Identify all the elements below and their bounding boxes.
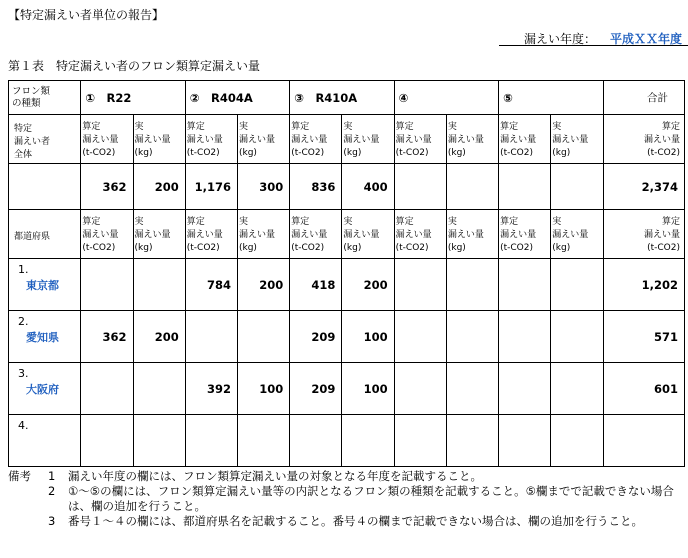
value-cell: 100 bbox=[237, 363, 289, 415]
value-cell bbox=[133, 259, 185, 311]
prefecture-number: 1. bbox=[18, 263, 29, 276]
value-cell: 209 bbox=[290, 363, 342, 415]
real-leak-header bbox=[342, 210, 394, 259]
header-unit: (kg) bbox=[447, 242, 466, 253]
table-title: 第１表 特定漏えい者のフロン類算定漏えい量 bbox=[8, 59, 261, 73]
prefecture-number: 3. bbox=[18, 367, 29, 380]
header-line: 算定 bbox=[661, 216, 680, 227]
header-line: 漏えい量 bbox=[343, 134, 380, 145]
header-line: 漏えい量 bbox=[552, 229, 589, 240]
header-line: 算定 bbox=[500, 121, 519, 132]
header-line: 漏えい量 bbox=[643, 134, 680, 145]
header-line: 漏えい量 bbox=[447, 134, 484, 145]
value-cell bbox=[446, 415, 498, 467]
prefecture-cell bbox=[9, 363, 81, 415]
value-cell bbox=[499, 363, 551, 415]
header-line: 漏えい量 bbox=[500, 134, 537, 145]
header-line: 実 bbox=[447, 121, 457, 132]
value-cell bbox=[446, 164, 498, 210]
calc-leak-header bbox=[499, 115, 551, 164]
fiscal-year-underline bbox=[499, 45, 688, 46]
calc-leak-header bbox=[81, 115, 133, 164]
kind-header-line: の種類 bbox=[12, 97, 41, 109]
gas-type-header: ② R404A bbox=[185, 81, 289, 115]
header-line: 漏えい量 bbox=[500, 229, 537, 240]
total-cell: 1,202 bbox=[603, 259, 684, 311]
header-line: 実 bbox=[134, 121, 144, 132]
header-line: 漏えい量 bbox=[643, 229, 680, 240]
value-cell bbox=[290, 415, 342, 467]
header-line: 実 bbox=[238, 216, 248, 227]
note-number: 1 bbox=[48, 469, 56, 483]
header-line: 実 bbox=[552, 121, 562, 132]
calc-leak-header bbox=[394, 210, 446, 259]
value-cell bbox=[237, 311, 289, 363]
prefecture-name: 大阪府 bbox=[26, 383, 59, 396]
value-cell: 836 bbox=[290, 164, 342, 210]
value-cell bbox=[394, 363, 446, 415]
value-cell: 100 bbox=[342, 363, 394, 415]
notes bbox=[8, 469, 684, 529]
real-leak-header bbox=[551, 210, 603, 259]
report-heading: 【特定漏えい者単位の報告】 bbox=[8, 8, 165, 22]
real-leak-header bbox=[342, 115, 394, 164]
header-unit: (t-CO2) bbox=[186, 147, 220, 158]
real-leak-header bbox=[237, 210, 289, 259]
note-text: ①～⑤の欄には、フロン類算定漏えい量等の内訳となるフロン類の種類を記載すること。⑤欄までで記載できない場合は、欄の追加を行うこと。 bbox=[68, 484, 674, 513]
value-cell bbox=[394, 164, 446, 210]
header-unit: (t-CO2) bbox=[291, 147, 325, 158]
header-unit: (kg) bbox=[238, 147, 257, 158]
header-unit: (t-CO2) bbox=[500, 147, 533, 158]
total-cell: 601 bbox=[603, 363, 684, 415]
value-cell: 200 bbox=[133, 311, 185, 363]
total-cell: 571 bbox=[603, 311, 684, 363]
real-leak-header bbox=[446, 210, 498, 259]
row-label-line: 都道府県 bbox=[14, 231, 51, 242]
header-line: 漏えい量 bbox=[552, 134, 589, 145]
value-cell bbox=[394, 311, 446, 363]
header-unit: (t-CO2) bbox=[647, 147, 680, 158]
real-leak-header bbox=[551, 115, 603, 164]
header-line: 漏えい量 bbox=[395, 229, 432, 240]
value-cell: 418 bbox=[290, 259, 342, 311]
value-cell bbox=[446, 259, 498, 311]
header-line: 実 bbox=[134, 216, 144, 227]
header-unit: (kg) bbox=[343, 147, 362, 158]
value-cell bbox=[551, 259, 603, 311]
value-cell bbox=[81, 259, 133, 311]
value-cell bbox=[499, 415, 551, 467]
gas-type-header: ⑤ bbox=[499, 81, 603, 115]
value-cell bbox=[133, 363, 185, 415]
header-unit: (t-CO2) bbox=[395, 242, 429, 253]
real-leak-header bbox=[237, 115, 289, 164]
header-unit: (kg) bbox=[134, 242, 153, 253]
header-line: 算定 bbox=[291, 121, 310, 132]
value-cell bbox=[446, 311, 498, 363]
value-cell: 200 bbox=[342, 259, 394, 311]
header-unit: (kg) bbox=[552, 147, 571, 158]
header-line: 算定 bbox=[82, 216, 101, 227]
header-line: 実 bbox=[343, 216, 353, 227]
calc-leak-header bbox=[81, 210, 133, 259]
header-line: 漏えい量 bbox=[186, 229, 223, 240]
header-line: 実 bbox=[238, 121, 248, 132]
value-cell bbox=[499, 259, 551, 311]
value-cell bbox=[342, 415, 394, 467]
header-line: 算定 bbox=[661, 121, 680, 132]
prefecture-name: 東京都 bbox=[26, 279, 59, 292]
header-unit: (kg) bbox=[238, 242, 257, 253]
header-line: 算定 bbox=[395, 216, 414, 227]
value-cell: 1,176 bbox=[185, 164, 237, 210]
prefecture-name: 愛知県 bbox=[26, 331, 59, 344]
header-line: 漏えい量 bbox=[291, 134, 328, 145]
header-unit: (t-CO2) bbox=[500, 242, 533, 253]
header-unit: (kg) bbox=[447, 147, 466, 158]
row-label-line: 漏えい者 bbox=[14, 136, 51, 147]
calc-leak-header bbox=[394, 115, 446, 164]
total-cell bbox=[603, 415, 684, 467]
row-label-line: 特定 bbox=[14, 123, 33, 134]
header-unit: (kg) bbox=[552, 242, 571, 253]
header-line: 算定 bbox=[500, 216, 519, 227]
fiscal-year-value: 平成ＸＸ年度 bbox=[609, 32, 682, 46]
row-label bbox=[9, 210, 81, 259]
calc-leak-header bbox=[499, 210, 551, 259]
row-label-line: 全体 bbox=[14, 149, 33, 160]
header-unit: (t-CO2) bbox=[82, 242, 116, 253]
total-calc-header bbox=[603, 210, 684, 259]
real-leak-header bbox=[446, 115, 498, 164]
prefecture-cell bbox=[9, 259, 81, 311]
value-cell bbox=[81, 363, 133, 415]
value-cell bbox=[551, 363, 603, 415]
total-header: 合計 bbox=[603, 81, 684, 115]
calc-leak-header bbox=[290, 210, 342, 259]
header-unit: (kg) bbox=[134, 147, 153, 158]
value-cell: 209 bbox=[290, 311, 342, 363]
prefecture-number: 2. bbox=[18, 315, 29, 328]
header-unit: (t-CO2) bbox=[186, 242, 220, 253]
note-number: 2 bbox=[48, 484, 56, 498]
value-cell bbox=[237, 415, 289, 467]
header-unit: (t-CO2) bbox=[395, 147, 429, 158]
header-unit: (t-CO2) bbox=[291, 242, 325, 253]
header-line: 漏えい量 bbox=[291, 229, 328, 240]
header-line: 漏えい量 bbox=[238, 229, 275, 240]
value-cell: 200 bbox=[237, 259, 289, 311]
kind-header bbox=[9, 81, 81, 115]
value-cell bbox=[551, 415, 603, 467]
value-cell bbox=[81, 415, 133, 467]
notes-label: 備考 bbox=[8, 469, 31, 483]
header-line: 漏えい量 bbox=[82, 229, 119, 240]
header-line: 漏えい量 bbox=[186, 134, 223, 145]
header-line: 実 bbox=[552, 216, 562, 227]
note-number: 3 bbox=[48, 514, 56, 528]
header-unit: (t-CO2) bbox=[82, 147, 116, 158]
header-line: 実 bbox=[447, 216, 457, 227]
header-line: 算定 bbox=[291, 216, 310, 227]
whole-label-cell bbox=[9, 164, 81, 210]
calc-leak-header bbox=[185, 210, 237, 259]
value-cell bbox=[551, 311, 603, 363]
prefecture-number: 4. bbox=[18, 419, 29, 432]
value-cell bbox=[185, 415, 237, 467]
header-unit: (kg) bbox=[343, 242, 362, 253]
header-line: 漏えい量 bbox=[238, 134, 275, 145]
calc-leak-header bbox=[185, 115, 237, 164]
real-leak-header bbox=[133, 210, 185, 259]
value-cell bbox=[499, 311, 551, 363]
value-cell bbox=[185, 311, 237, 363]
fiscal-year-label: 漏えい年度： bbox=[523, 32, 596, 46]
value-cell: 300 bbox=[237, 164, 289, 210]
header-line: 漏えい量 bbox=[343, 229, 380, 240]
value-cell bbox=[133, 415, 185, 467]
total-cell: 2,374 bbox=[603, 164, 684, 210]
header-line: 算定 bbox=[186, 121, 205, 132]
prefecture-cell bbox=[9, 415, 81, 467]
value-cell bbox=[499, 164, 551, 210]
note-text: 番号１～４の欄には、都道府県名を記載すること。番号４の欄まで記載できない場合は、欄の追加を行うこと。 bbox=[68, 514, 643, 528]
value-cell: 100 bbox=[342, 311, 394, 363]
value-cell bbox=[551, 164, 603, 210]
value-cell: 362 bbox=[81, 311, 133, 363]
value-cell bbox=[394, 415, 446, 467]
gas-type-header: ④ bbox=[394, 81, 498, 115]
leak-table bbox=[8, 80, 685, 467]
value-cell: 400 bbox=[342, 164, 394, 210]
header-line: 実 bbox=[343, 121, 353, 132]
value-cell bbox=[394, 259, 446, 311]
gas-type-header: ③ R410A bbox=[290, 81, 394, 115]
header-line: 算定 bbox=[82, 121, 101, 132]
header-line: 漏えい量 bbox=[395, 134, 432, 145]
value-cell: 784 bbox=[185, 259, 237, 311]
header-line: 漏えい量 bbox=[134, 134, 171, 145]
value-cell: 362 bbox=[81, 164, 133, 210]
row-label bbox=[9, 115, 81, 164]
total-calc-header bbox=[603, 115, 684, 164]
header-line: 漏えい量 bbox=[134, 229, 171, 240]
value-cell: 392 bbox=[185, 363, 237, 415]
calc-leak-header bbox=[290, 115, 342, 164]
prefecture-cell bbox=[9, 311, 81, 363]
header-line: 算定 bbox=[186, 216, 205, 227]
header-line: 算定 bbox=[395, 121, 414, 132]
header-line: 漏えい量 bbox=[447, 229, 484, 240]
header-unit: (t-CO2) bbox=[647, 242, 680, 253]
value-cell: 200 bbox=[133, 164, 185, 210]
gas-type-header: ① R22 bbox=[81, 81, 185, 115]
real-leak-header bbox=[133, 115, 185, 164]
kind-header-line: フロン類 bbox=[12, 85, 51, 97]
header-line: 漏えい量 bbox=[82, 134, 119, 145]
note-text: 漏えい年度の欄には、フロン類算定漏えい量の対象となる年度を記載すること。 bbox=[68, 469, 482, 483]
value-cell bbox=[446, 363, 498, 415]
